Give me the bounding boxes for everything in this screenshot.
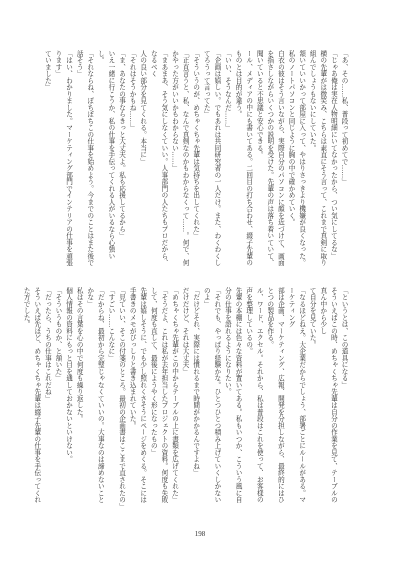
paragraph: 「だからね、最初から完璧じゃなくていいの。大事なのは諦めないことかな」 — [85, 287, 105, 503]
paragraph: 「じゃあ俺は実在人物明細にいてなかったから、つい気にしてるな」 — [329, 50, 338, 260]
paragraph: 「いい、そうなんだ……」 — [223, 50, 232, 131]
paragraph: 部は企画、マーケティング、広報、開発を分担しながら、最終的にはひとつの製品を作る。 — [265, 287, 285, 503]
paragraph: 「企画は嬉しい。でもあれは共同研究者の一人だけ。また、わくわくしてろうって言ってた」 — [202, 50, 221, 266]
paragraph: 「だけどそれ、実際には慣れるまで時間がかかるんですよね」 — [191, 287, 200, 476]
paragraph: 「なるほどねえ。大企業だからでしょう、部署ごとにルールがある。マーケティング — [287, 287, 306, 503]
paragraph: 「そうだよ、これは私が去年担当したプロジェクトの資料。何度も失敗して、何度も直して、最後にようやく形になったもの」 — [149, 287, 168, 503]
paragraph: 個人情報の資料にもっと目を通しておかないといけない。 — [64, 287, 73, 463]
paragraph: ル、ワード、エクセル。それから、私は普段はこれを使って、お客様の声を整理しているの。 — [244, 287, 264, 503]
paragraph: 頷いていいかって部屋に入って、やはりさっきより機嫌が良くなった。私のノートパソコンと同じように胸の中で確かめていく。 — [287, 50, 306, 266]
paragraph: ール、メディアの中にも書いてある。二回目の打ち合わせ、綴子先輩のものとは目的が違う。 — [234, 50, 253, 266]
paragraph: 人の良い部分を見てくれる。本当に」 — [138, 50, 147, 165]
paragraph: 白衣の彼はそう言いながら、実際自分のパソコンに顔を近づけて、画面を指さしながらいくつかの説明を受けた。先輩の声は落ち着いていて、聞いていると不思議と安心できる。 — [255, 50, 285, 266]
paragraph: そういえば先ほど、めちゃくちゃ先輩は綴子先輩の仕事を手伝ってくれた方でした。 — [22, 287, 41, 503]
paragraph: 「それならね、ぼちぼちこの仕事を始めよう。今までのことはまた後で話そう」 — [75, 50, 94, 266]
paragraph: 「はい、わかりました。マーケティング部門でインテリアの仕事を頑張ります」 — [53, 50, 73, 266]
paragraph: 「正直言うと、私、なんで真剣なのかもわからなくって……。何で、何かやった方がいいかもわからない……」 — [170, 50, 190, 266]
paragraph: 先輩の本棚には色々な資料が置いてある。私もいつか、こういう風に自分の仕事を語れるようになりたい。 — [223, 287, 243, 503]
paragraph: 「それはそうかもね……」 — [128, 50, 137, 131]
paragraph: 「すごい……こんなに」 — [106, 287, 115, 362]
paragraph: いえ一緒に行こうか、私の仕事を手伝ってくれる人がいるなら心強いし。 — [96, 50, 115, 260]
paragraph: 「というとは、この道具になる」 — [340, 287, 348, 389]
paragraph: 「あ、その……私、普段って初めてで……」 — [340, 50, 348, 185]
paragraph: 横の先輩がは微笑み、こちらは素直にそう言って、これまで真剣に取り組んでしょうもないにしていた。 — [308, 50, 327, 266]
paragraph: そういえばこの時、めちゃくちゃ先輩は自分の作業を見て、テーブルの真ん中から少し — [318, 287, 338, 503]
upper-text-column — [43, 50, 349, 272]
paragraph: て自分を見ていた。 — [308, 287, 317, 348]
paragraph: 「ま、あなたの事ならきっと大丈夫よ。私も応援してるから」 — [117, 50, 126, 239]
paragraph: 「そういうものか、と頷いた」 — [53, 287, 62, 382]
paragraph: 「だったら、うちの仕事はこれだね」 — [43, 287, 52, 402]
paragraph: 「それでも、やっぱり経験かな。ひとつひとつ積み上げていくしかないのよ」 — [202, 287, 221, 503]
paragraph: 「そういうのが、めちゃくちゃ先輩は気持ちを出してくれた」 — [191, 50, 200, 239]
paragraph: 「見ていい、そこの付箋のところ。最初の企画書はここまで直されたの」 — [117, 287, 126, 510]
lower-text-column — [22, 287, 349, 510]
paragraph: 「まあまあ、そう気にしなくていい。人事部門の人たちもプロだから、なるべく — [149, 50, 168, 266]
paragraph: 先輩は嬉しそうに、でも少し照れくさそうにページをめくる。そこには手書きのメモがびっしりと書き込まれていた。 — [128, 287, 147, 503]
paragraph: 「めちゃくちゃ先輩がこの中からテーブルの上に書類を広げてくれた」 — [170, 287, 179, 503]
paragraph: ていました」 — [43, 50, 52, 91]
page-number: 198 — [194, 530, 206, 538]
paragraph: だけだけど、それは大丈夫」 — [181, 287, 190, 375]
paragraph: 私はその言葉を心の中で何度も繰り返した。 — [75, 287, 84, 422]
